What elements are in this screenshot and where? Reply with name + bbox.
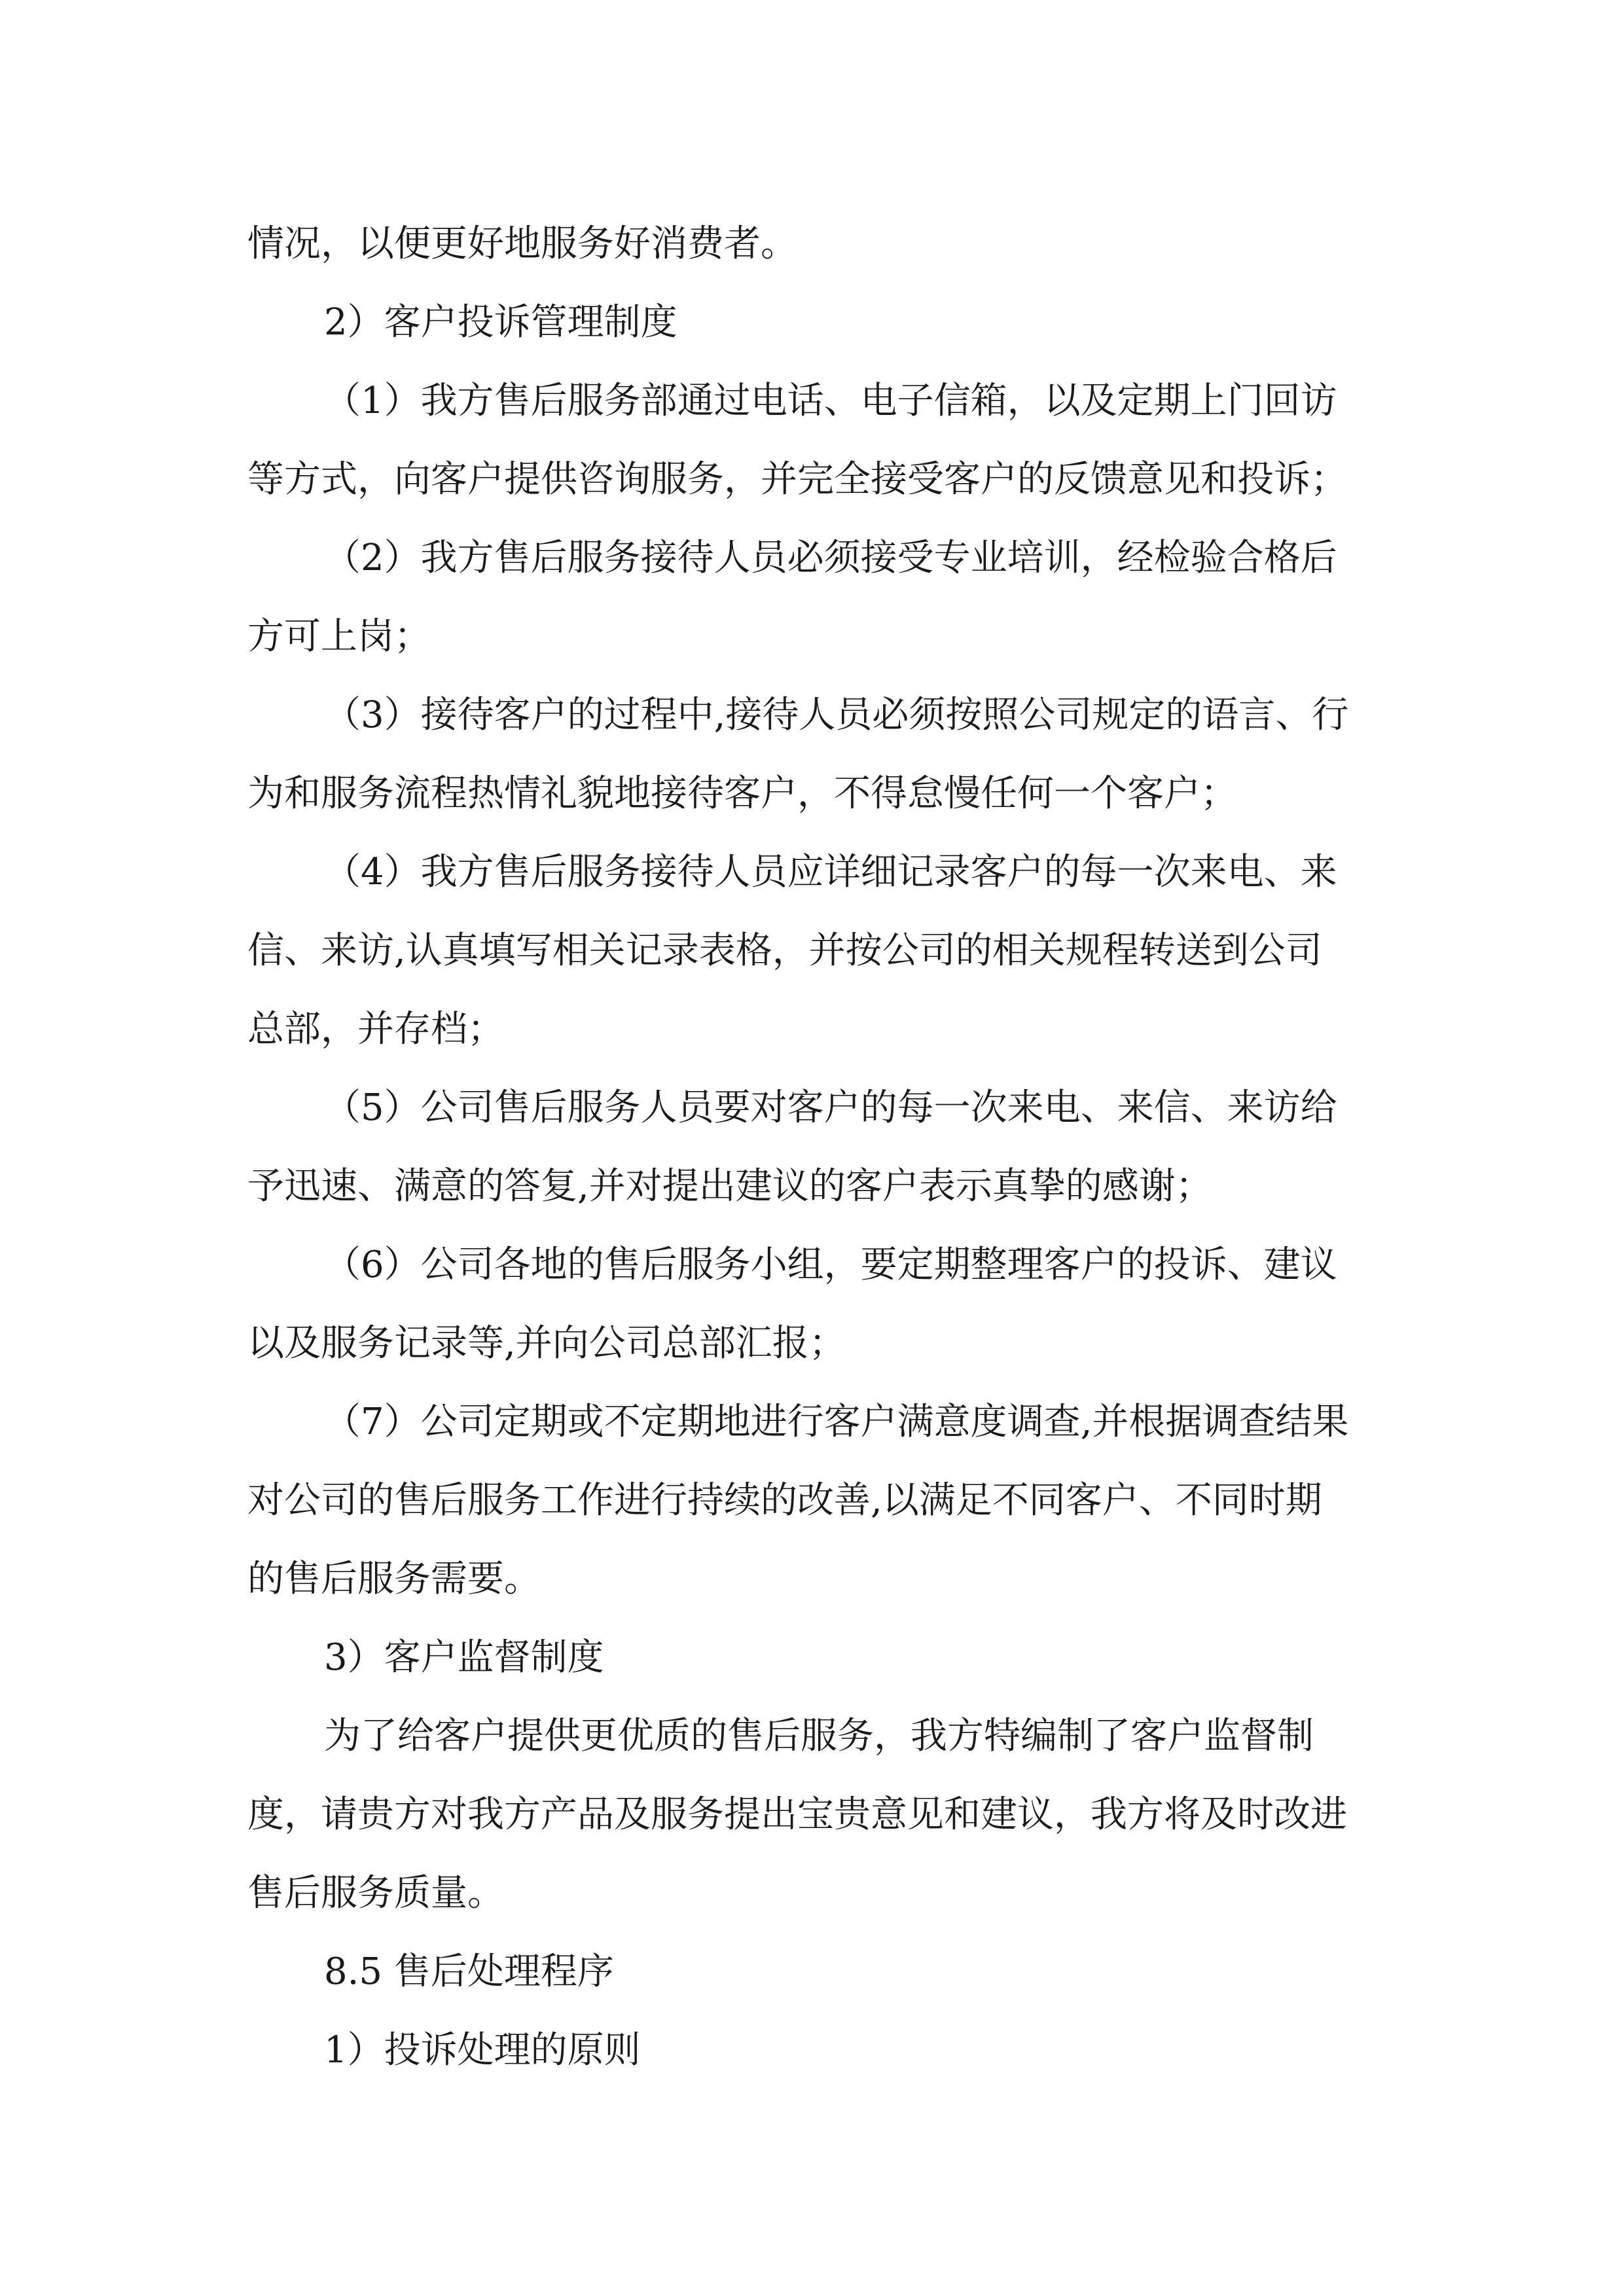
list-item-line: （4）我方售后服务接待人员应详细记录客户的每一次来电、来	[324, 851, 1337, 893]
list-item-line: 等方式，向客户提供咨询服务，并完全接受客户的反馈意见和投诉；	[247, 458, 1347, 501]
paragraph-line: 为了给客户提供更优质的售后服务，我方特编制了客户监督制	[324, 1715, 1314, 1757]
paragraph-line: 售后服务质量。	[247, 1872, 504, 1914]
list-item-line: 予迅速、满意的答复,并对提出建议的客户表示真挚的感谢；	[247, 1165, 1212, 1208]
paragraph-line: 情况，以便更好地服务好消费者。	[247, 223, 797, 265]
list-item-line: 信、来访,认真填写相关记录表格，并按公司的相关规程转送到公司	[247, 929, 1322, 972]
section-heading: 3）客户监督制度	[324, 1636, 604, 1679]
list-item-line: 对公司的售后服务工作进行持续的改善,以满足不同客户、不同时期	[247, 1479, 1322, 1522]
paragraph-line: 度，请贵方对我方产品及服务提出宝贵意见和建议，我方将及时改进	[247, 1793, 1347, 1836]
section-heading: 2）客户投诉管理制度	[324, 301, 677, 344]
list-item-line: 以及服务记录等,并向公司总部汇报；	[247, 1322, 846, 1365]
list-item-line: （5）公司售后服务人员要对客户的每一次来电、来信、来访给	[324, 1086, 1337, 1129]
list-item-line: 为和服务流程热情礼貌地接待客户，不得怠慢任何一个客户；	[247, 772, 1237, 815]
list-item-line: 的售后服务需要。	[247, 1558, 541, 1600]
list-item-line: （7）公司定期或不定期地进行客户满意度调查,并根据调查结果	[324, 1401, 1349, 1443]
list-item-line: （3）接待客户的过程中,接待人员必须按照公司规定的语言、行	[324, 694, 1349, 736]
section-heading: 8.5 售后处理程序	[324, 1950, 614, 1993]
list-item-line: 方可上岗；	[247, 615, 431, 658]
list-item-line: 总部，并存档；	[247, 1008, 504, 1050]
list-item-line: （2）我方售后服务接待人员必须接受专业培训，经检验合格后	[324, 537, 1337, 579]
list-item-line: （1）我方售后服务部通过电话、电子信箱，以及定期上门回访	[324, 380, 1337, 422]
section-heading: 1）投诉处理的原则	[324, 2029, 641, 2072]
list-item-line: （6）公司各地的售后服务小组，要定期整理客户的投诉、建议	[324, 1244, 1337, 1286]
